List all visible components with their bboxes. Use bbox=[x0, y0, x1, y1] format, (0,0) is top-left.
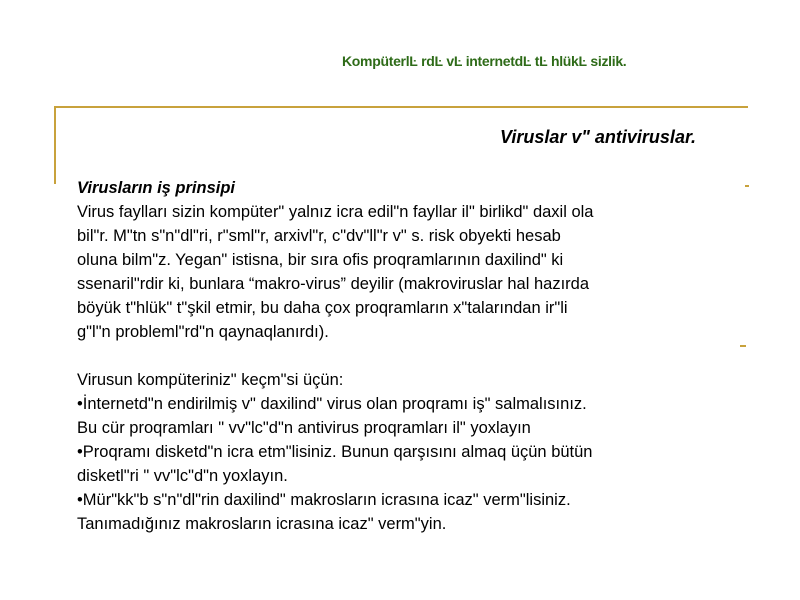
paragraph-line: böyük t"hlük" t"şkil etmir, bu daha çox proqramların x"talarından ir"li bbox=[77, 299, 568, 317]
spacer bbox=[77, 344, 742, 368]
paragraph-line: g"l"n probleml"rd"n qaynaqlanırdı). bbox=[77, 323, 329, 341]
top-divider bbox=[54, 106, 748, 108]
bullet-line: •Mür"kk"b s"n"dl"rin daxilind" makrosların icrasına icaz" verm"lisiniz. bbox=[77, 491, 571, 509]
slide-title: KompüterlĿ rdĿ vĿ internetdĿ tĿ hlükĿ sizlik. bbox=[342, 53, 627, 69]
section-heading: Virusların iş prinsipi bbox=[77, 179, 236, 197]
paragraph-line: bil"r. M"tn s"n"dl"ri, r"sml"r, arxivl"r, c"dv"ll"r v" s. risk obyekti hesab bbox=[77, 227, 561, 245]
slide-body bbox=[77, 176, 742, 536]
bullet-line: Bu cür proqramları " vv"lc"d"n antivirus proqramları il" yoxlayın bbox=[77, 419, 531, 437]
decorative-dash bbox=[745, 185, 749, 187]
bullet-line: •Proqramı disketd"n icra etm"lisiniz. Bunun qarşısını almaq üçün bütün bbox=[77, 443, 593, 461]
left-divider bbox=[54, 108, 56, 184]
bullet-line: •İnternetd"n endirilmiş v" daxilind" virus olan proqramı iş" salmalısınız. bbox=[77, 395, 587, 413]
paragraph-line: ssenaril"rdir ki, bunlara “makro-virus” deyilir (makroviruslar hal hazırda bbox=[77, 275, 589, 293]
paragraph-line: Virus faylları sizin kompüter" yalnız icra edil"n fayllar il" birlikd" daxil ola bbox=[77, 203, 594, 221]
bullet-line: disketl"ri " vv"lc"d"n yoxlayın. bbox=[77, 467, 288, 485]
list-intro: Virusun kompüteriniz" keçm"si üçün: bbox=[77, 371, 344, 389]
paragraph-line: oluna bilm"z. Yegan" istisna, bir sıra ofis proqramlarının daxilind" ki bbox=[77, 251, 564, 269]
bullet-line: Tanımadığınız makrosların icrasına icaz" verm"yin. bbox=[77, 515, 447, 533]
slide-subtitle: Viruslar v" antiviruslar. bbox=[500, 127, 696, 147]
